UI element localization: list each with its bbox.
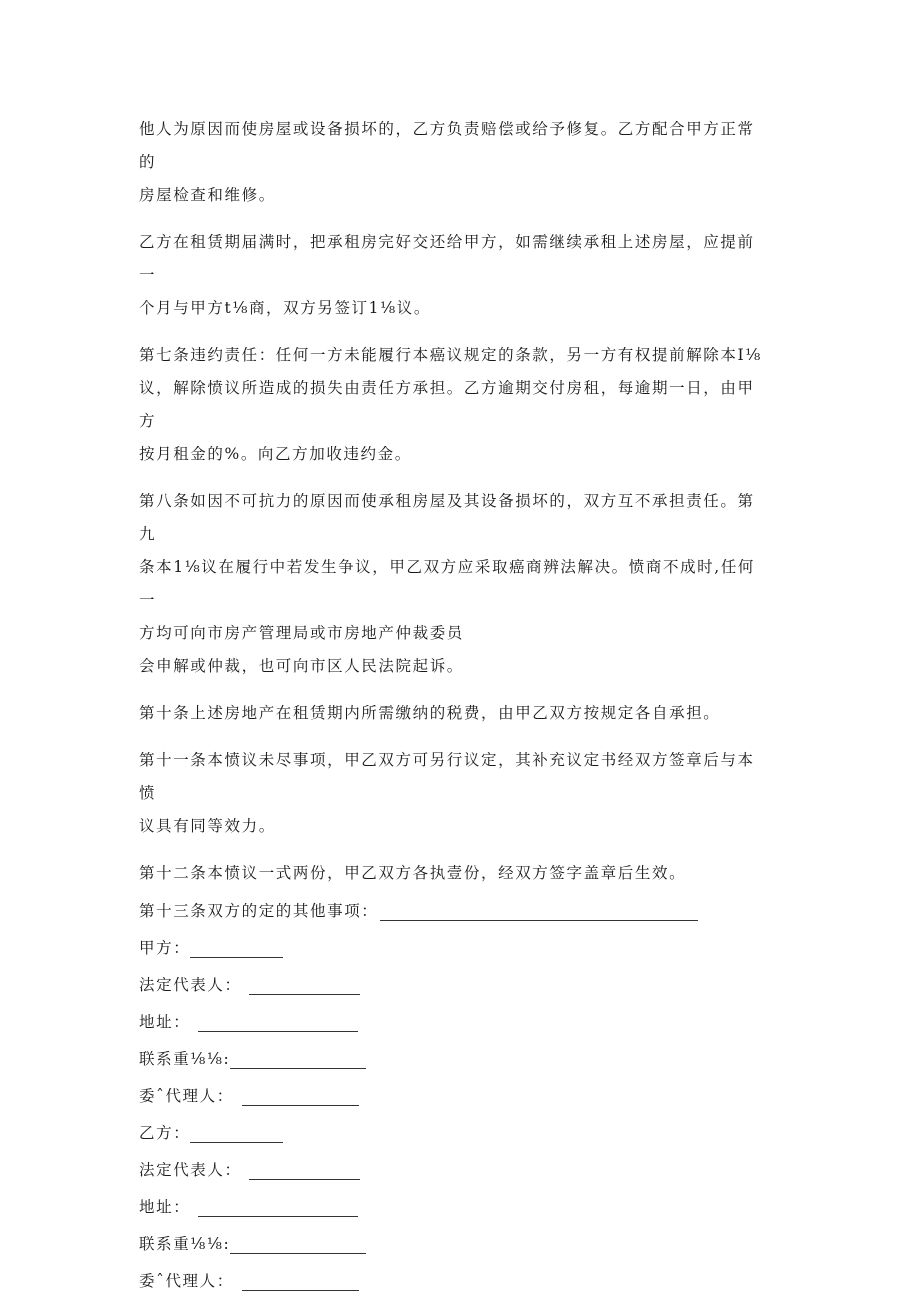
party-a-agent-blank[interactable] xyxy=(242,1085,359,1106)
text-line: 议，解除愤议所造成的损失由责任方承担。乙方逾期交付房租，每逾期一日，由甲方 xyxy=(139,379,755,430)
party-a-legal-rep-blank[interactable] xyxy=(249,974,360,995)
party-a-address-row xyxy=(139,1001,771,1038)
clause-article-11-supplements xyxy=(139,744,771,843)
party-b-phone-row xyxy=(139,1223,771,1260)
party-a-address-label: 地址： xyxy=(139,1013,191,1031)
party-a-phone-label: 联系重⅛⅛: xyxy=(139,1050,231,1068)
other-matters-row xyxy=(139,890,771,927)
party-b-address-label: 地址： xyxy=(139,1198,191,1216)
party-b-agent-blank[interactable] xyxy=(242,1270,359,1291)
clause-article-8-9-force-majeure-disputes xyxy=(139,485,771,683)
text-line: 第十条上述房地产在租赁期内所需缴纳的税费，由甲乙双方按规定各自承担。 xyxy=(139,704,721,722)
text-line: 第八条如因不可抗力的原因而使承租房屋及其设备损坏的，双方互不承担责任。第九 xyxy=(139,492,755,543)
contract-page xyxy=(139,113,771,1297)
text-line: 条本1⅛议在履行中若发生争议，甲乙双方应采取癌商辨法解决。愤商不成时,任何一 xyxy=(139,558,756,609)
party-b-agent-label: 委ˆ代理人： xyxy=(139,1272,234,1290)
other-matters-blank[interactable] xyxy=(380,900,698,921)
party-b-phone-label: 联系重⅛⅛: xyxy=(139,1235,231,1253)
text-line: 他人为原因而使房屋或设备损坏的，乙方负责赔偿或给予修复。乙方配合甲方正常的 xyxy=(139,120,755,171)
party-a-blank[interactable] xyxy=(190,937,283,958)
text-line: 乙方在租赁期届满时，把承租房完好交还给甲方，如需继续承租上述房屋，应提前一 xyxy=(139,233,755,284)
party-a-row xyxy=(139,927,771,964)
party-b-legal-rep-blank[interactable] xyxy=(249,1159,360,1180)
party-b-legal-rep-label: 法定代表人： xyxy=(139,1161,242,1179)
party-b-phone-blank[interactable] xyxy=(230,1233,366,1254)
party-b-agent-row xyxy=(139,1260,771,1297)
party-a-legal-rep-row xyxy=(139,964,771,1001)
clause-article-12-copies xyxy=(139,857,771,890)
clause-article-10-taxes xyxy=(139,697,771,730)
text-line: 第十二条本愤议一式两份，甲乙双方各执壹份，经双方签字盖章后生效。 xyxy=(139,864,687,882)
text-line: 个月与甲方t⅛商，双方另签订1⅛议。 xyxy=(139,299,431,317)
text-line: 房屋检查和维修。 xyxy=(139,186,276,204)
text-line: 会申解或仲裁，也可向市区人民法院起诉。 xyxy=(139,657,464,675)
text-line: 方均可向市房产管理局或市房地产仲裁委员 xyxy=(139,624,464,642)
party-b-address-blank[interactable] xyxy=(198,1196,358,1217)
party-b-legal-rep-row xyxy=(139,1149,771,1186)
clause-damage-repair xyxy=(139,113,771,212)
party-b-address-row xyxy=(139,1186,771,1223)
party-a-agent-row xyxy=(139,1075,771,1112)
party-a-phone-row xyxy=(139,1038,771,1075)
party-a-agent-label: 委ˆ代理人： xyxy=(139,1087,234,1105)
party-b-blank[interactable] xyxy=(190,1122,283,1143)
party-a-legal-rep-label: 法定代表人： xyxy=(139,976,242,994)
party-b-row xyxy=(139,1112,771,1149)
clause-article-7-breach xyxy=(139,339,771,471)
party-a-phone-blank[interactable] xyxy=(230,1048,366,1069)
party-a-label: 甲方： xyxy=(139,939,191,957)
text-line: 第七条违约责任：任何一方未能履行本癌议规定的条款，另一方有权提前解除本I⅛ xyxy=(139,346,762,364)
text-line: 按月租金的%。向乙方加收违约金。 xyxy=(139,445,412,463)
party-b-label: 乙方： xyxy=(139,1124,191,1142)
party-a-address-blank[interactable] xyxy=(198,1011,358,1032)
text-line: 议具有同等效力。 xyxy=(139,817,276,835)
text-line: 第十一条本愤议未尽事项，甲乙双方可另行议定，其补充议定书经双方签章后与本愤 xyxy=(139,751,755,802)
other-matters-label: 第十三条双方的定的其他事项： xyxy=(139,902,379,920)
clause-lease-expiry xyxy=(139,226,771,325)
